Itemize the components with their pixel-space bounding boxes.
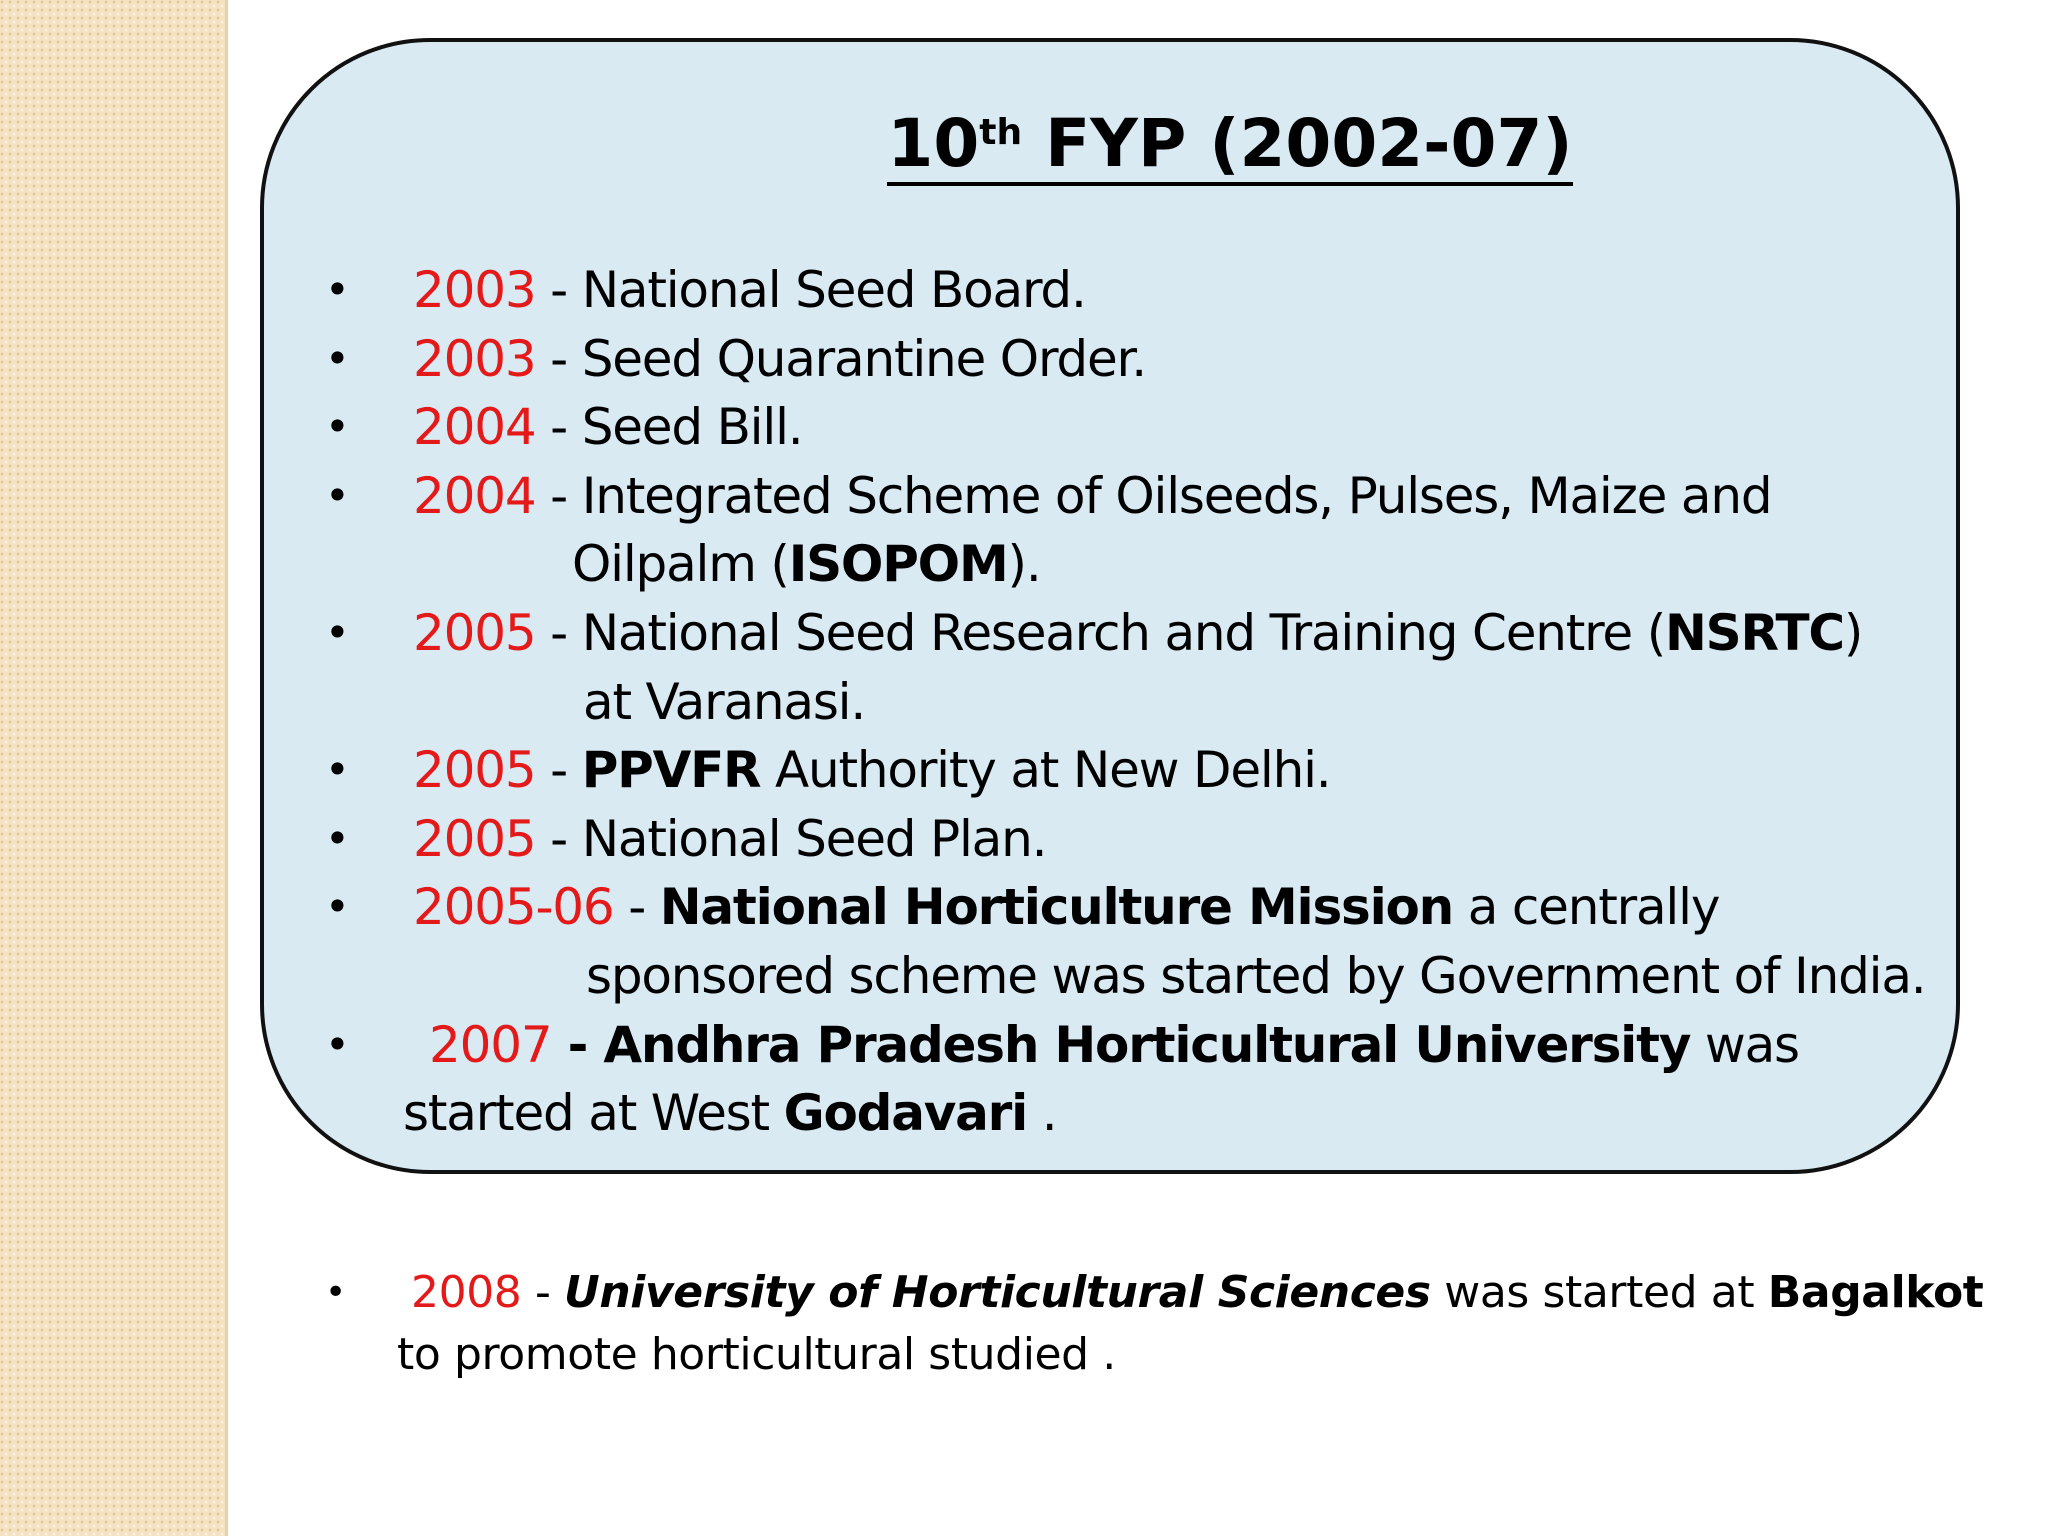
bullet: • bbox=[325, 470, 349, 520]
year: 2005 bbox=[413, 741, 536, 800]
list-item: • 2005-06 - National Horticulture Mission a centrally sponsored scheme was started by Government of India. bbox=[325, 873, 1945, 1010]
year: 2004 bbox=[413, 466, 536, 525]
timeline-list bbox=[325, 256, 1945, 1148]
bullet: • bbox=[325, 607, 349, 657]
list-item: • 2007 - Andhra Pradesh Horticultural University was started at West Godavari . bbox=[325, 1011, 1945, 1148]
year: 2005 bbox=[413, 809, 536, 868]
slide-title: 10th FYP (2002-07) bbox=[260, 104, 1960, 186]
list-item: • 2004 - Integrated Scheme of Oilseeds, Pulses, Maize and Oilpalm (ISOPOM). bbox=[325, 462, 1945, 599]
list-item: • 2005 - National Seed Plan. bbox=[325, 805, 1945, 874]
bullet: • bbox=[325, 1272, 346, 1313]
list-item: • 2008 - University of Horticultural Sciences was started at Bagalkot to promote horticultural studied . bbox=[325, 1262, 1985, 1386]
bullet: • bbox=[325, 745, 349, 795]
year: 2008 bbox=[411, 1267, 522, 1318]
list-item: • 2003 - National Seed Board. bbox=[325, 256, 1945, 325]
bottom-note-list bbox=[325, 1262, 1985, 1386]
list-item: • 2004 - Seed Bill. bbox=[325, 393, 1945, 462]
list-item: • 2005 - PPVFR Authority at New Delhi. bbox=[325, 736, 1945, 805]
year: 2003 bbox=[413, 261, 536, 319]
year: 2007 bbox=[429, 1015, 552, 1074]
year: 2003 bbox=[413, 329, 536, 388]
list-item: • 2003 - Seed Quarantine Order. bbox=[325, 325, 1945, 394]
list-item: • 2005 - National Seed Research and Training Centre (NSRTC) at Varanasi. bbox=[325, 599, 1945, 736]
decorative-side-strip bbox=[0, 0, 228, 1536]
year: 2005-06 bbox=[413, 878, 614, 937]
bullet: • bbox=[325, 265, 349, 314]
bullet: • bbox=[325, 333, 349, 383]
bullet: • bbox=[325, 813, 349, 863]
year: 2004 bbox=[413, 398, 536, 457]
bullet: • bbox=[325, 402, 349, 452]
year: 2005 bbox=[413, 603, 536, 662]
bullet: • bbox=[325, 1019, 349, 1069]
bullet: • bbox=[325, 882, 349, 932]
